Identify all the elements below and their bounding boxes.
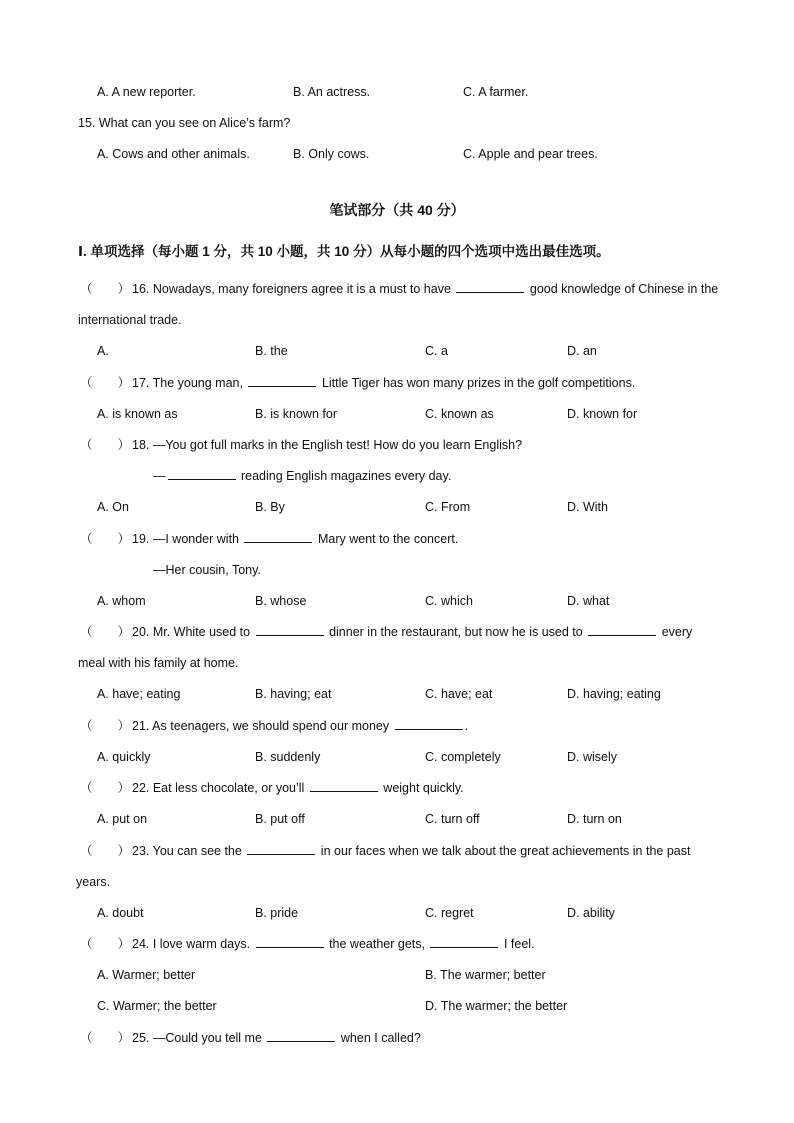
option-d: D. wisely — [567, 750, 618, 764]
question-15-stem: 15. What can you see on Alice’s farm? — [78, 116, 291, 130]
option-a: A. have; eating — [97, 687, 181, 701]
option-a: A. Cows and other animals. — [97, 147, 250, 161]
option-b: B. pride — [255, 906, 299, 920]
answer-blank — [247, 843, 315, 855]
option-c: C. known as — [425, 407, 494, 421]
question-23-stem-cont: years. — [76, 875, 111, 889]
option-b: B. put off — [255, 812, 305, 826]
answer-blank — [244, 531, 312, 543]
question-16-stem: 16. Nowadays, many foreigners agree it is a must to have good knowledge of Chinese in the — [132, 282, 719, 296]
question-21-stem: 21. As teenagers, we should spend our money . — [132, 719, 469, 733]
option-a: A. Warmer; better — [97, 968, 196, 982]
question-22-stem: 22. Eat less chocolate, or you’ll weight quickly. — [132, 781, 464, 795]
option-a: A. doubt — [97, 906, 144, 920]
option-b: B. is known for — [255, 407, 337, 421]
option-c: C. a — [425, 344, 448, 358]
option-a: A. On — [97, 500, 129, 514]
answer-blank — [430, 936, 498, 948]
option-b: B. The warmer; better — [425, 968, 546, 982]
question-23-stem: 23. You can see the in our faces when we talk about the great achievements in the past — [132, 844, 691, 858]
option-d: D. ability — [567, 906, 615, 920]
question-20-stem: 20. Mr. White used to dinner in the restaurant, but now he is used to every — [132, 625, 693, 639]
question-19-stem: 19. —I wonder with Mary went to the concert. — [132, 532, 459, 546]
question-19-reply: —Her cousin, Tony. — [153, 563, 261, 577]
option-a: A. quickly — [97, 750, 151, 764]
option-b: B. Only cows. — [293, 147, 370, 161]
option-b: B. the — [255, 344, 288, 358]
answer-paren: （ ） — [80, 282, 131, 296]
section-heading: Ⅰ. 单项选择（每小题 1 分，共 10 小题，共 10 分）从每小题的四个选项中选出最佳选项。 — [78, 244, 610, 259]
answer-paren: （ ） — [80, 844, 131, 858]
option-d: D. having; eating — [567, 687, 661, 701]
option-c: C. Apple and pear trees. — [463, 147, 598, 161]
option-a: A. A new reporter. — [97, 85, 196, 99]
answer-paren: （ ） — [80, 719, 131, 733]
option-b: B. whose — [255, 594, 307, 608]
answer-blank — [588, 624, 656, 636]
answer-blank — [256, 624, 324, 636]
answer-paren: （ ） — [80, 376, 131, 390]
answer-paren: （ ） — [80, 438, 131, 452]
option-c: C. completely — [425, 750, 501, 764]
option-d: D. what — [567, 594, 610, 608]
option-d: D. turn on — [567, 812, 622, 826]
question-18-stem: 18. —You got full marks in the English test! How do you learn English? — [132, 438, 523, 452]
option-b: B. having; eat — [255, 687, 332, 701]
option-c: C. which — [425, 594, 473, 608]
answer-paren: （ ） — [80, 781, 131, 795]
option-d: D. With — [567, 500, 608, 514]
answer-blank — [395, 718, 463, 730]
option-c: C. regret — [425, 906, 474, 920]
answer-paren: （ ） — [80, 532, 131, 546]
option-d: D. an — [567, 344, 597, 358]
option-c: C. turn off — [425, 812, 480, 826]
option-c: C. From — [425, 500, 471, 514]
option-c: C. Warmer; the better — [97, 999, 217, 1013]
option-a: A. put on — [97, 812, 148, 826]
option-d: D. known for — [567, 407, 638, 421]
answer-paren: （ ） — [80, 937, 131, 951]
written-part-title: 笔试部分（共 40 分） — [329, 202, 465, 218]
option-b: B. An actress. — [293, 85, 371, 99]
answer-paren: （ ） — [80, 1031, 131, 1045]
answer-blank — [168, 468, 236, 480]
option-a: A. whom — [97, 594, 146, 608]
answer-blank — [456, 281, 524, 293]
answer-blank — [256, 936, 324, 948]
question-24-stem: 24. I love warm days. the weather gets, I feel. — [132, 937, 535, 951]
option-b: B. suddenly — [255, 750, 321, 764]
option-d: D. The warmer; the better — [425, 999, 568, 1013]
question-18-reply: — reading English magazines every day. — [153, 469, 452, 483]
question-16-stem-cont: international trade. — [78, 313, 182, 327]
option-c: C. A farmer. — [463, 85, 529, 99]
answer-paren: （ ） — [80, 625, 131, 639]
option-c: C. have; eat — [425, 687, 493, 701]
option-a: A. is known as — [97, 407, 178, 421]
option-a: A. — [97, 344, 109, 358]
question-17-stem: 17. The young man, Little Tiger has won many prizes in the golf competitions. — [132, 376, 636, 390]
option-b: B. By — [255, 500, 285, 514]
answer-blank — [310, 780, 378, 792]
question-25-stem: 25. —Could you tell me when I called? — [132, 1031, 421, 1045]
answer-blank — [248, 375, 316, 387]
question-20-stem-cont: meal with his family at home. — [78, 656, 239, 670]
answer-blank — [267, 1030, 335, 1042]
